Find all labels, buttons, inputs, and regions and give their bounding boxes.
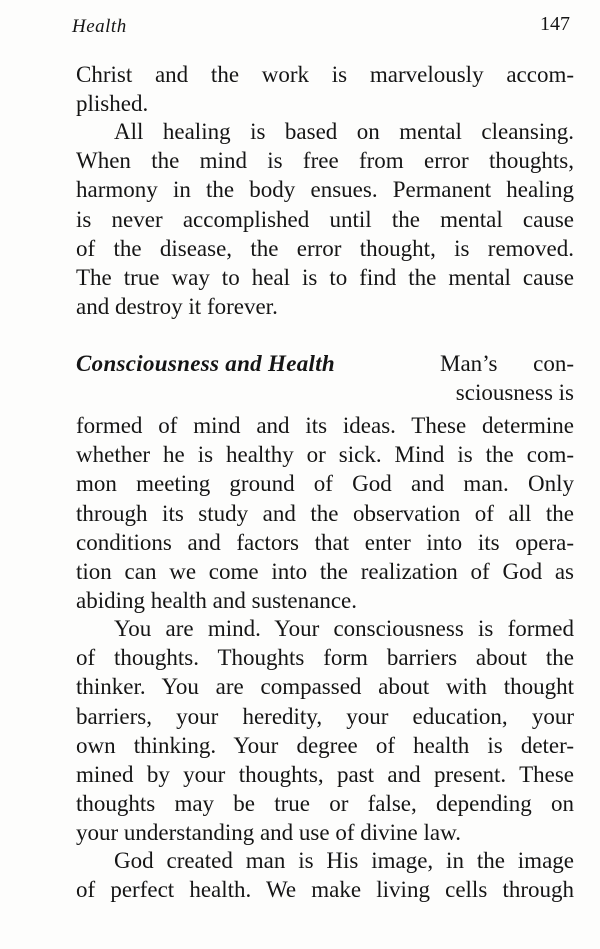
text-line: mined by your thoughts, past and present. These — [76, 761, 574, 787]
text-line: of perfect health. We make living cells through — [76, 877, 574, 903]
text-line: thoughts may be true or false, depending on — [76, 791, 574, 817]
text-line: abiding health and sustenance. — [76, 588, 358, 614]
paragraph-consciousness — [76, 411, 574, 615]
section-heading: Consciousness and Health — [76, 351, 335, 376]
text-line: conditions and factors that enter into its opera- — [76, 529, 574, 555]
text-line: formed of mind and its ideas. These determine — [76, 413, 574, 438]
section-heading-block — [76, 349, 574, 409]
text-line: Christ and the work is marvelously accom- — [76, 62, 574, 87]
text-line: thinker. You are compassed about with thought — [76, 674, 574, 700]
text-line: whether he is healthy or sick. Mind is the com- — [76, 442, 574, 468]
text-line: is never accomplished until the mental cause — [76, 206, 574, 232]
text-line: harmony in the body ensues. Permanent healing — [76, 177, 574, 203]
text-line: plished. — [76, 91, 149, 117]
paragraph-god-created — [76, 846, 574, 904]
running-head: Health — [72, 16, 127, 37]
text-line: of thoughts. Thoughts form barriers about the — [76, 645, 574, 671]
text-line: You are mind. Your consciousness is formed — [114, 616, 574, 641]
text-line: own thinking. Your degree of health is deter- — [76, 732, 574, 758]
paragraph-continuation — [76, 60, 574, 118]
paragraph-healing — [76, 117, 574, 321]
text-line: barriers, your heredity, your education, your — [76, 703, 574, 729]
text-line: When the mind is free from error thoughts, — [76, 148, 574, 174]
paragraph-mind — [76, 614, 574, 848]
text-line: mon meeting ground of God and man. Only — [76, 471, 574, 497]
text-line: and destroy it forever. — [76, 294, 278, 320]
text-line: through its study and the observation of all the — [76, 500, 574, 526]
text-line: of the disease, the error thought, is removed. — [76, 235, 574, 261]
text-line: All healing is based on mental cleansing. — [114, 119, 574, 144]
text-line: your understanding and use of divine law. — [76, 820, 461, 846]
text-line: The true way to heal is to find the mental cause — [76, 264, 574, 290]
page-number: 147 — [540, 13, 570, 35]
text-line: God created man is His image, in the image — [114, 848, 574, 873]
text-line: sciousness is — [455, 380, 574, 406]
text-line: tion can we come into the realization of God as — [76, 558, 574, 584]
heading-run-in-text — [440, 349, 574, 407]
text-line: Man’s con- — [440, 351, 574, 376]
